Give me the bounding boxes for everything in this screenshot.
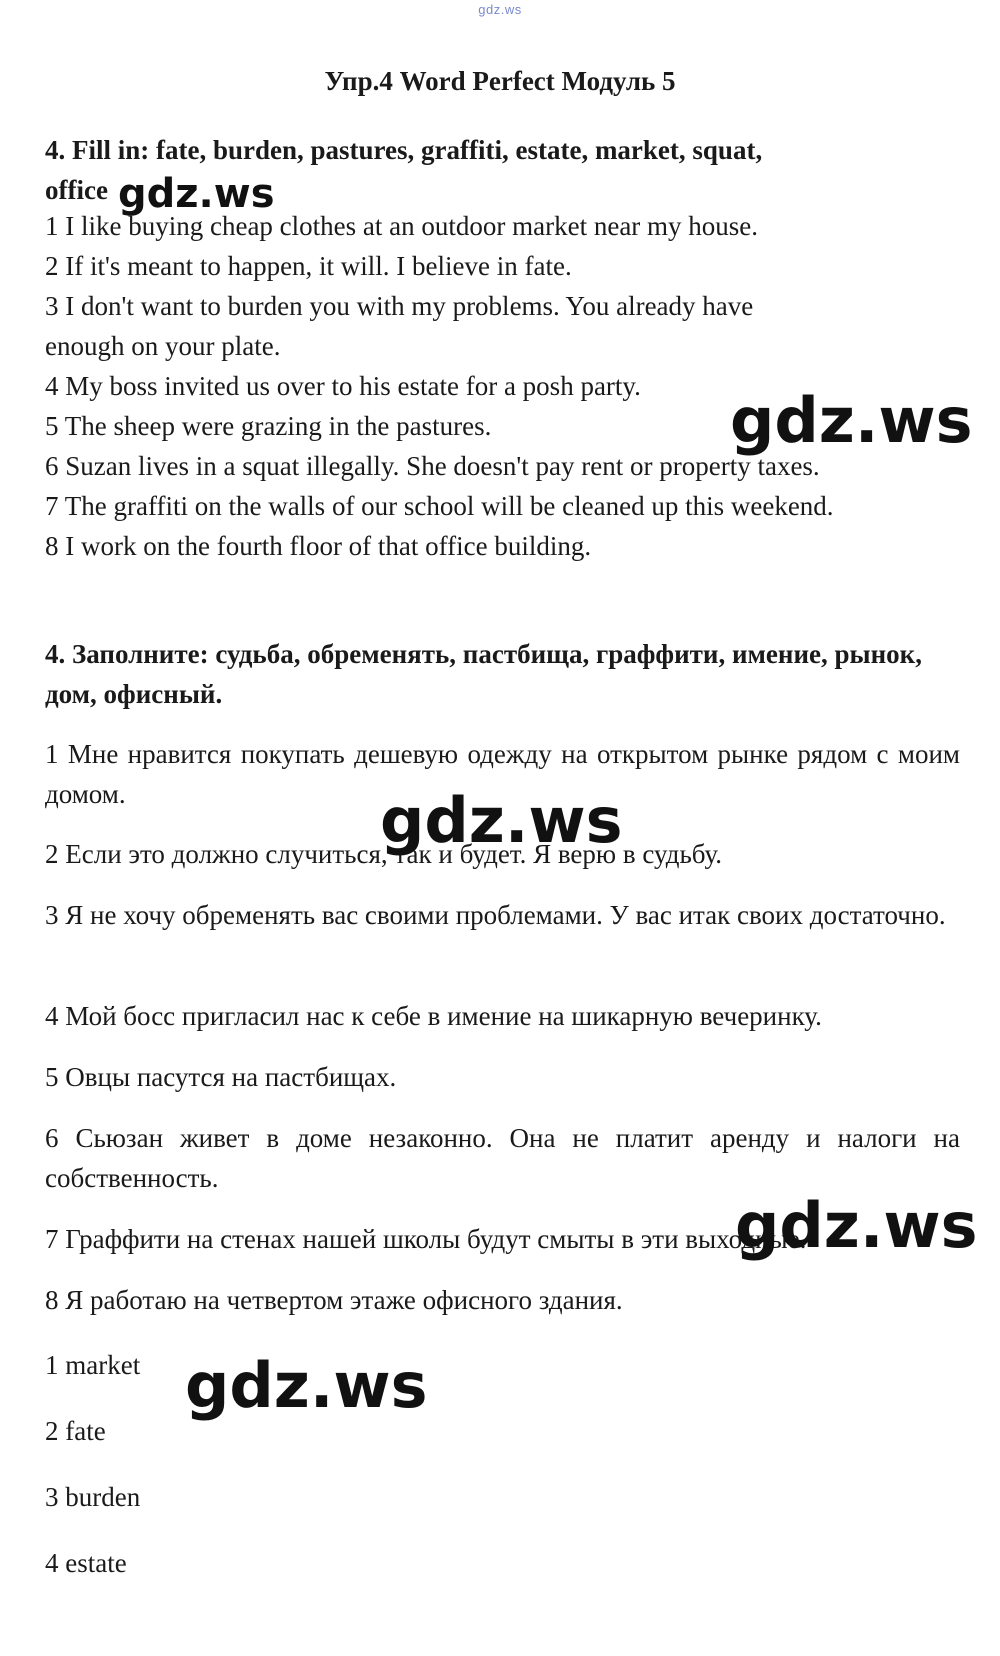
watermark-logo: gdz.ws (735, 1189, 978, 1262)
answer-item: 4 estate (45, 1548, 127, 1578)
watermark-logo: gdz.ws (730, 384, 973, 457)
english-sentence: enough on your plate. (45, 331, 281, 361)
english-sentence: 8 I work on the fourth floor of that office building. (45, 531, 592, 561)
answer-item: 3 burden (45, 1482, 141, 1512)
english-sentence: 6 Suzan lives in a squat illegally. She doesn't pay rent or property taxes. (45, 451, 820, 481)
watermark-logo: gdz.ws (380, 784, 623, 857)
russian-sentence: 8 Я работаю на четвертом этаже офисного здания. (45, 1285, 623, 1315)
english-sentence: 4 My boss invited us over to his estate for a posh party. (45, 371, 641, 401)
english-sentence: 1 I like buying cheap clothes at an outdoor market near my house. (45, 211, 759, 241)
russian-sentence: 2 Если это должно случиться, так и будет. Я верю в судьбу. (45, 839, 723, 869)
russian-heading: 4. Заполните: судьба, обременять, пастбища, граффити, имение, рынок, дом, офисный. (45, 639, 922, 709)
watermark-logo: gdz.ws (118, 171, 275, 217)
russian-sentence: 5 Овцы пасутся на пастбищах. (45, 1062, 397, 1092)
watermark-logo: gdz.ws (185, 1349, 428, 1422)
russian-sentence: 4 Мой босс пригласил нас к себе в имение на шикарную вечеринку. (45, 1001, 822, 1031)
russian-sentence: 6 Сьюзан живет в доме незаконно. Она не платит аренду и налоги на собственность. (45, 1123, 960, 1193)
answer-item: 2 fate (45, 1416, 106, 1446)
answer-item: 1 market (45, 1350, 141, 1380)
top-watermark: gdz.ws (478, 2, 522, 17)
english-heading-line2: office (45, 175, 108, 205)
english-sentence: 7 The graffiti on the walls of our school will be cleaned up this weekend. (45, 491, 834, 521)
page-title: Упр.4 Word Perfect Модуль 5 (324, 66, 676, 96)
english-sentence: 2 If it's meant to happen, it will. I believe in fate. (45, 251, 572, 281)
russian-sentence: 7 Граффити на стенах нашей школы будут смыты в эти выходные. (45, 1224, 807, 1254)
russian-sentence: 3 Я не хочу обременять вас своими проблемами. У вас итак своих достаточно. (45, 900, 946, 930)
english-sentence: 5 The sheep were grazing in the pastures. (45, 411, 492, 441)
english-sentence: 3 I don't want to burden you with my problems. You already have (45, 291, 754, 321)
russian-sentence: 1 Мне нравится покупать дешевую одежду на открытом рынке рядом с моим домом. (45, 739, 960, 809)
english-heading-line1: 4. Fill in: fate, burden, pastures, graffiti, estate, market, squat, (45, 135, 763, 165)
